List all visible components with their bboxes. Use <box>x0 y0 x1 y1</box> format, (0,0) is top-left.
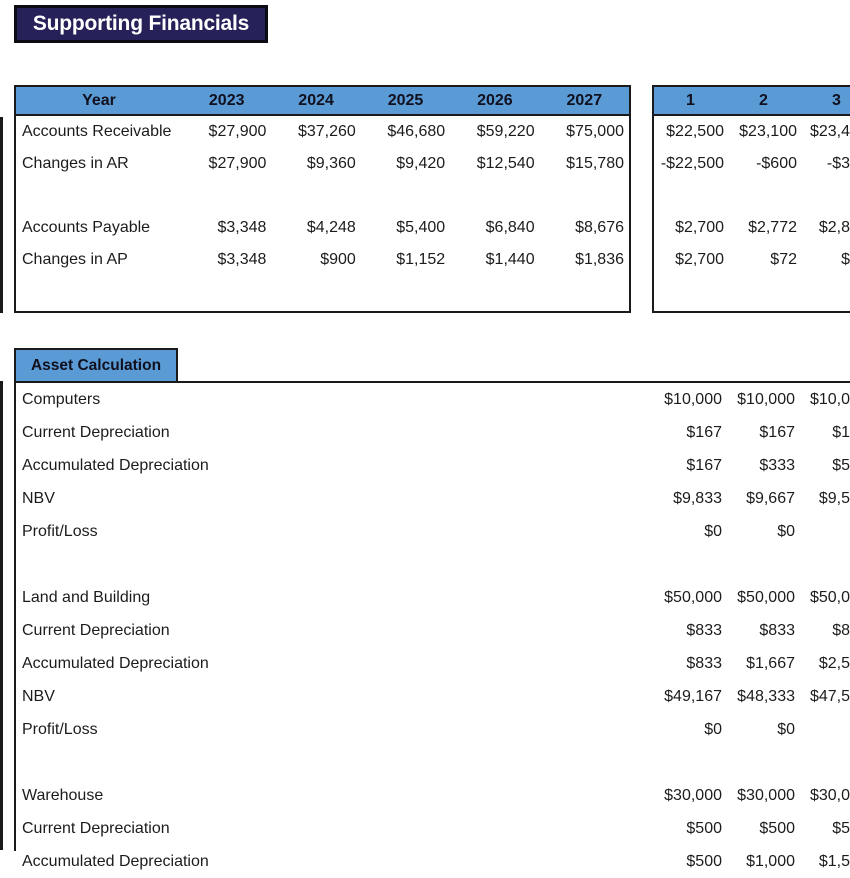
table-row <box>16 416 850 449</box>
working-capital-body <box>16 116 629 308</box>
cell-value: $2,772 <box>748 219 797 236</box>
blank-row <box>654 276 850 308</box>
cell-value: $4,248 <box>306 219 356 236</box>
row-label: Accumulated Depreciation <box>22 456 209 474</box>
cell-value: $9,667 <box>746 489 795 507</box>
row-label <box>16 180 182 212</box>
cell-value <box>798 548 850 581</box>
row-label: Profit/Loss <box>22 522 98 540</box>
monthly-panel-body <box>654 116 850 308</box>
cell-value: $72 <box>770 251 797 268</box>
row-label: Accumulated Depreciation <box>22 654 209 672</box>
page-title <box>14 5 268 43</box>
blank-row <box>654 180 850 212</box>
month-column-2: 2 <box>759 91 768 109</box>
row-label: NBV <box>22 489 55 507</box>
cell-value: $0 <box>704 522 722 540</box>
cell-value: $833 <box>686 654 722 672</box>
cell-value: $50,0 <box>809 588 850 606</box>
table-row <box>16 680 850 713</box>
left-edge-border-top <box>0 117 3 313</box>
cell-value: $1,000 <box>746 852 795 870</box>
cell-value <box>727 276 800 308</box>
cell-value <box>800 180 850 212</box>
cell-value: $22,500 <box>666 123 724 140</box>
cell-value: $3,348 <box>217 219 267 236</box>
cell-value <box>182 180 271 212</box>
cell-value: $2,8 <box>818 219 850 236</box>
cell-value <box>271 180 360 212</box>
cell-value: $ <box>841 251 850 268</box>
cell-value: $23,100 <box>739 123 797 140</box>
table-row <box>16 581 850 614</box>
cell-value: $10,000 <box>737 390 795 408</box>
year-column-2023: 2023 <box>208 91 245 109</box>
cell-value <box>652 548 725 581</box>
cell-value <box>182 276 271 308</box>
cell-value: $8,676 <box>575 219 624 236</box>
row-label: Accounts Payable <box>22 219 151 236</box>
cell-value: $1,5 <box>818 852 850 870</box>
table-row <box>16 449 850 482</box>
cell-value: $5 <box>832 456 850 474</box>
table-row <box>16 148 629 180</box>
working-capital-table <box>14 85 631 313</box>
cell-value <box>727 180 800 212</box>
row-label: Changes in AP <box>22 251 128 268</box>
cell-value: $46,680 <box>387 123 446 140</box>
left-edge-border-bottom <box>0 381 3 850</box>
cell-value <box>361 180 450 212</box>
row-label: NBV <box>22 687 55 705</box>
cell-value: $75,000 <box>566 123 624 140</box>
year-column-2027: 2027 <box>566 91 603 109</box>
cell-value <box>450 180 539 212</box>
row-label: Current Depreciation <box>22 621 170 639</box>
table-row <box>654 116 850 148</box>
blank-row <box>16 276 629 308</box>
table-row <box>16 647 850 680</box>
cell-value: $9,833 <box>673 489 722 507</box>
cell-value <box>798 515 850 548</box>
row-label: Land and Building <box>22 588 151 606</box>
cell-value: $0 <box>704 720 722 738</box>
cell-value <box>725 548 798 581</box>
cell-value: $167 <box>686 423 722 441</box>
cell-value: $5,400 <box>396 219 446 236</box>
table-row <box>654 148 850 180</box>
month-column-3: 3 <box>832 91 841 109</box>
row-label: Accounts Receivable <box>22 123 172 140</box>
cell-value: $27,900 <box>208 155 267 172</box>
row-label <box>16 746 652 779</box>
table-row <box>16 779 850 812</box>
table-row <box>16 383 850 416</box>
asset-calculation-body <box>16 383 850 878</box>
row-label: Changes in AR <box>22 155 129 172</box>
cell-value: -$22,500 <box>660 155 724 172</box>
cell-value: $49,167 <box>664 687 722 705</box>
cell-value: $1,836 <box>575 251 624 268</box>
row-label: Current Depreciation <box>22 423 170 441</box>
cell-value: $6,840 <box>485 219 535 236</box>
cell-value: $30,000 <box>664 786 722 804</box>
cell-value: $15,780 <box>566 155 624 172</box>
year-column-2025: 2025 <box>387 91 424 109</box>
table-row <box>654 212 850 244</box>
cell-value: $167 <box>686 456 722 474</box>
cell-value <box>652 746 725 779</box>
cell-value: $8 <box>832 621 850 639</box>
cell-value: $500 <box>759 819 795 837</box>
cell-value: $3,348 <box>217 251 267 268</box>
month-column-1: 1 <box>686 91 695 109</box>
table-row <box>16 244 629 276</box>
row-label: Profit/Loss <box>22 720 98 738</box>
cell-value: $37,260 <box>297 123 356 140</box>
cell-value <box>725 746 798 779</box>
cell-value: $0 <box>777 720 795 738</box>
asset-calculation-table <box>14 381 850 870</box>
cell-value: $167 <box>759 423 795 441</box>
year-column-2026: 2026 <box>477 91 513 109</box>
cell-value: $30,0 <box>809 786 850 804</box>
cell-value: $47,5 <box>809 687 850 705</box>
cell-value <box>654 276 727 308</box>
cell-value <box>798 746 850 779</box>
year-column-2024: 2024 <box>298 91 334 109</box>
cell-value: $9,5 <box>818 489 850 507</box>
cell-value: $30,000 <box>737 786 795 804</box>
year-header-label: Year <box>82 91 116 109</box>
table-row <box>16 515 850 548</box>
cell-value <box>361 276 450 308</box>
cell-value: $23,4 <box>809 123 850 140</box>
blank-row <box>16 548 850 581</box>
row-label <box>16 276 182 308</box>
cell-value <box>654 180 727 212</box>
row-label <box>16 548 652 581</box>
cell-value <box>450 276 539 308</box>
monthly-panel-header <box>654 87 850 116</box>
cell-value: $1,667 <box>746 654 795 672</box>
cell-value: $9,360 <box>306 155 356 172</box>
cell-value <box>798 713 850 746</box>
table-row <box>16 212 629 244</box>
cell-value: $833 <box>759 621 795 639</box>
table-row <box>16 812 850 845</box>
cell-value: $2,700 <box>675 219 724 236</box>
cell-value: $2,700 <box>675 251 724 268</box>
table-row <box>16 116 629 148</box>
cell-value: $833 <box>686 621 722 639</box>
cell-value: $900 <box>320 251 356 268</box>
row-label: Computers <box>22 390 101 408</box>
cell-value: $333 <box>759 456 795 474</box>
table-row <box>16 713 850 746</box>
cell-value: $50,000 <box>737 588 795 606</box>
cell-value <box>271 276 360 308</box>
cell-value: $12,540 <box>476 155 535 172</box>
table-row <box>16 482 850 515</box>
cell-value: $1,440 <box>485 251 535 268</box>
blank-row <box>16 180 629 212</box>
monthly-panel-table <box>652 85 850 313</box>
cell-value: $59,220 <box>476 123 535 140</box>
cell-value: $9,420 <box>396 155 446 172</box>
blank-row <box>16 746 850 779</box>
table-row <box>16 614 850 647</box>
row-label: Current Depreciation <box>22 819 170 837</box>
cell-value <box>540 180 629 212</box>
cell-value: $50,000 <box>664 588 722 606</box>
page-title-text: Supporting Financials <box>32 12 250 35</box>
cell-value: $48,333 <box>737 687 795 705</box>
cell-value <box>540 276 629 308</box>
cell-value: $2,5 <box>818 654 850 672</box>
cell-value: $500 <box>686 819 722 837</box>
asset-calculation-tab-label: Asset Calculation <box>30 356 162 374</box>
row-label: Accumulated Depreciation <box>22 852 209 870</box>
cell-value: $500 <box>686 852 722 870</box>
cell-value: -$600 <box>756 155 797 172</box>
cell-value: $10,000 <box>664 390 722 408</box>
cell-value: $10,0 <box>809 390 850 408</box>
row-label: Warehouse <box>22 786 104 804</box>
cell-value: $1,152 <box>396 251 446 268</box>
cell-value <box>800 276 850 308</box>
cell-value: $1 <box>832 423 850 441</box>
cell-value: $0 <box>777 522 795 540</box>
cell-value: $27,900 <box>208 123 267 140</box>
table-row <box>654 244 850 276</box>
cell-value: -$3 <box>826 155 850 172</box>
asset-calculation-tab <box>14 348 178 381</box>
working-capital-header <box>16 87 629 116</box>
cell-value: $5 <box>832 819 850 837</box>
